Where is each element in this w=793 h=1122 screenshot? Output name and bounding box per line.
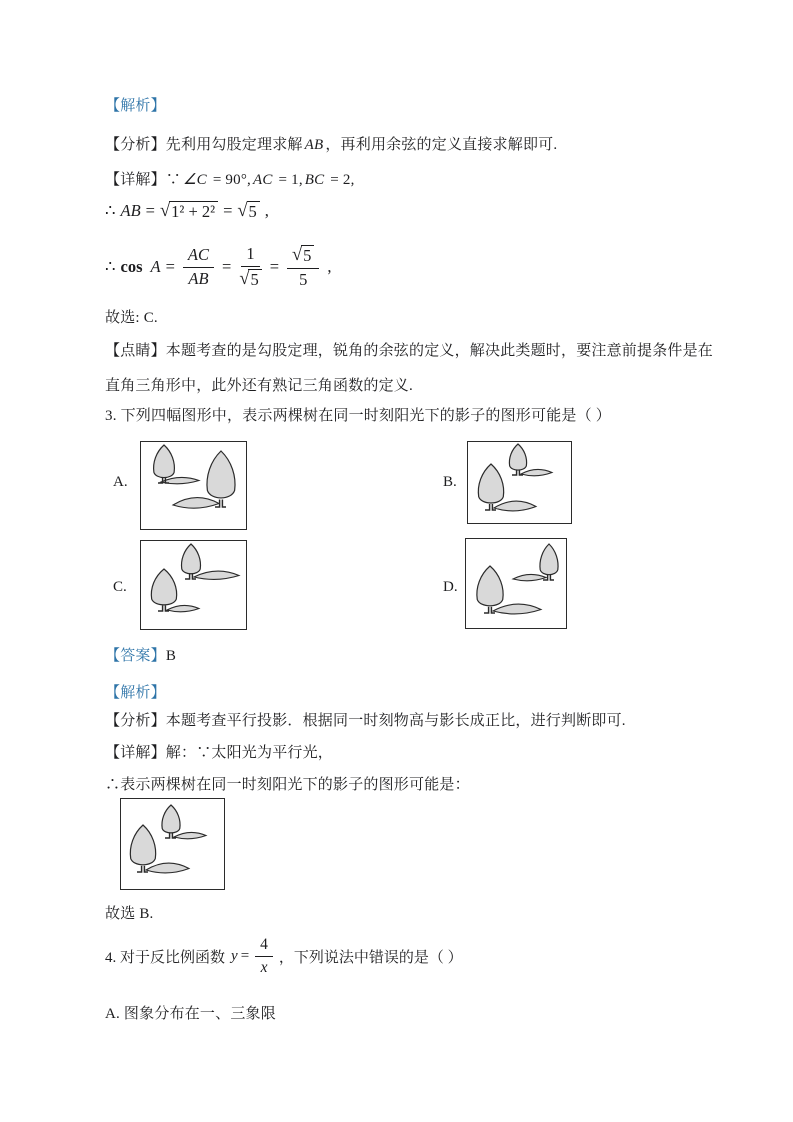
option-a-label: A.	[113, 474, 128, 490]
trees-figure	[468, 442, 571, 523]
math-var: ∠C	[183, 172, 207, 188]
radicand: 5	[248, 269, 261, 290]
fraction-denominator: 5	[299, 269, 308, 289]
answer-label: 【答案】	[105, 648, 166, 664]
small-tree-shadow	[513, 574, 546, 580]
formula-ab	[105, 201, 269, 222]
equals-sign: =	[145, 201, 155, 221]
answer-figure	[120, 798, 225, 890]
radical-expression	[237, 201, 259, 222]
radical-sign: √	[159, 200, 171, 220]
answer-line-q3	[105, 645, 176, 667]
fraction-1-sqrt5	[239, 245, 261, 290]
math-var-y: y	[231, 947, 238, 964]
fraction-ac-ab	[183, 246, 214, 289]
large-tree-canopy	[151, 569, 176, 605]
radical-sign: √	[292, 244, 303, 264]
option-b-label: B.	[443, 474, 457, 490]
trees-figure	[466, 539, 566, 628]
comma: ,	[264, 201, 269, 221]
jiexi-label-q3: 【解析】	[105, 685, 166, 701]
option-d-label: D.	[443, 579, 458, 595]
question4-suffix: ，下列说法中错误的是（ ）	[278, 949, 463, 966]
large-tree-shadow	[167, 605, 199, 611]
xiangjie-paragraph-q2	[105, 169, 355, 191]
text-run: 【详解】∵	[105, 172, 182, 188]
equals-sign: =	[269, 257, 280, 277]
small-tree-canopy	[154, 445, 175, 478]
large-tree-shadow	[493, 604, 541, 614]
question4-prefix: 4. 对于反比例函数	[105, 949, 226, 966]
text-run: = 90°,	[208, 172, 251, 188]
trees-figure	[141, 442, 246, 529]
large-tree-shadow	[494, 501, 536, 511]
trees-figure	[141, 541, 246, 629]
option-b-figure	[467, 441, 572, 524]
text-run: ，再利用余弦的定义直接求解即可.	[325, 137, 558, 153]
therefore-symbol: ∴	[105, 201, 116, 221]
small-tree-shadow	[194, 571, 239, 579]
radical-expression	[160, 201, 218, 222]
text-run: = 1,	[274, 172, 303, 188]
equals-sign: =	[165, 257, 175, 277]
xiangjie-paragraph-q3: 【详解】解：∵太阳光为平行光，	[105, 745, 334, 761]
math-var: AB	[304, 137, 324, 153]
large-tree-shadow	[146, 863, 189, 873]
equals-sign: =	[223, 201, 233, 221]
text-run: 【分析】先利用勾股定理求解	[105, 137, 303, 153]
fraction-denominator: AB	[188, 268, 209, 288]
radicand: 5	[247, 201, 260, 222]
fraction-numerator: 4	[255, 936, 273, 957]
equals-sign: =	[240, 947, 250, 964]
fraction-denominator	[239, 267, 261, 290]
small-tree-shadow	[174, 832, 206, 838]
dianjing-line1: 【点睛】本题考查的是勾股定理，锐角的余弦的定义，解决此类题时，要注意前提条件是在	[105, 343, 714, 359]
dianjing-line2: 直角三角形中，此外还有熟记三角函数的定义.	[105, 378, 413, 394]
small-tree-trunk	[512, 470, 523, 475]
large-tree-canopy	[207, 451, 235, 498]
text-run: = 2,	[326, 172, 355, 188]
math-var: BC	[304, 172, 325, 188]
option-a-figure	[140, 441, 247, 530]
therefore-symbol: ∴	[105, 257, 116, 277]
small-tree-trunk	[165, 833, 176, 838]
large-tree-canopy	[477, 566, 503, 606]
question4-option-a: A. 图象分布在一、三象限	[105, 1006, 276, 1022]
equals-sign: =	[222, 257, 232, 277]
large-tree-trunk	[485, 504, 496, 510]
fenxi-paragraph-q3: 【分析】本题考查平行投影．根据同一时刻物高与影长成正比，进行判断即可.	[105, 713, 626, 729]
small-tree-canopy	[540, 544, 558, 575]
option-d-figure	[465, 538, 567, 629]
fraction-4-x	[255, 936, 273, 977]
math-var: AC	[252, 172, 273, 188]
small-tree-shadow	[521, 469, 552, 475]
guxuan-q3: 故选 B.	[105, 906, 154, 922]
trees-figure	[121, 799, 224, 889]
large-tree-canopy	[478, 464, 503, 503]
option-c-figure	[140, 540, 247, 630]
option-c-label: C.	[113, 579, 127, 595]
question3-text: 3. 下列四幅图形中，表示两棵树在同一时刻阳光下的影子的图形可能是（ ）	[105, 408, 611, 424]
cos-function: cos	[120, 257, 143, 277]
math-var-a: A	[150, 257, 161, 277]
radicand: 5	[301, 245, 314, 266]
small-tree-canopy	[162, 805, 180, 833]
fenxi-paragraph-q2	[105, 134, 557, 156]
radical-sign: √	[239, 267, 250, 288]
answer-value: B	[165, 648, 177, 664]
jiexi-label-q2: 【解析】	[105, 98, 166, 114]
small-tree-canopy	[509, 444, 526, 470]
question4-text	[105, 936, 463, 977]
large-tree-shadow	[173, 498, 219, 509]
radical-sign: √	[237, 200, 248, 220]
large-tree-trunk	[137, 866, 148, 872]
fraction-numerator: AC	[183, 246, 214, 268]
large-tree-trunk	[484, 607, 495, 613]
math-var-ab: AB	[120, 201, 141, 221]
guxuan-q2: 故选: C.	[105, 310, 158, 326]
conclusion-line-q3: ∴表示两棵树在同一时刻阳光下的影子的图形可能是：	[105, 777, 470, 793]
radicand: 1² + 2²	[169, 201, 218, 222]
large-tree-canopy	[130, 825, 155, 865]
comma: ,	[327, 257, 332, 277]
fraction-numerator	[287, 245, 319, 269]
small-tree-canopy	[182, 544, 201, 574]
fraction-sqrt5-5	[287, 245, 319, 290]
fraction-denominator: x	[260, 958, 268, 976]
formula-cos	[105, 245, 332, 290]
fraction-numerator: 1	[241, 245, 259, 267]
